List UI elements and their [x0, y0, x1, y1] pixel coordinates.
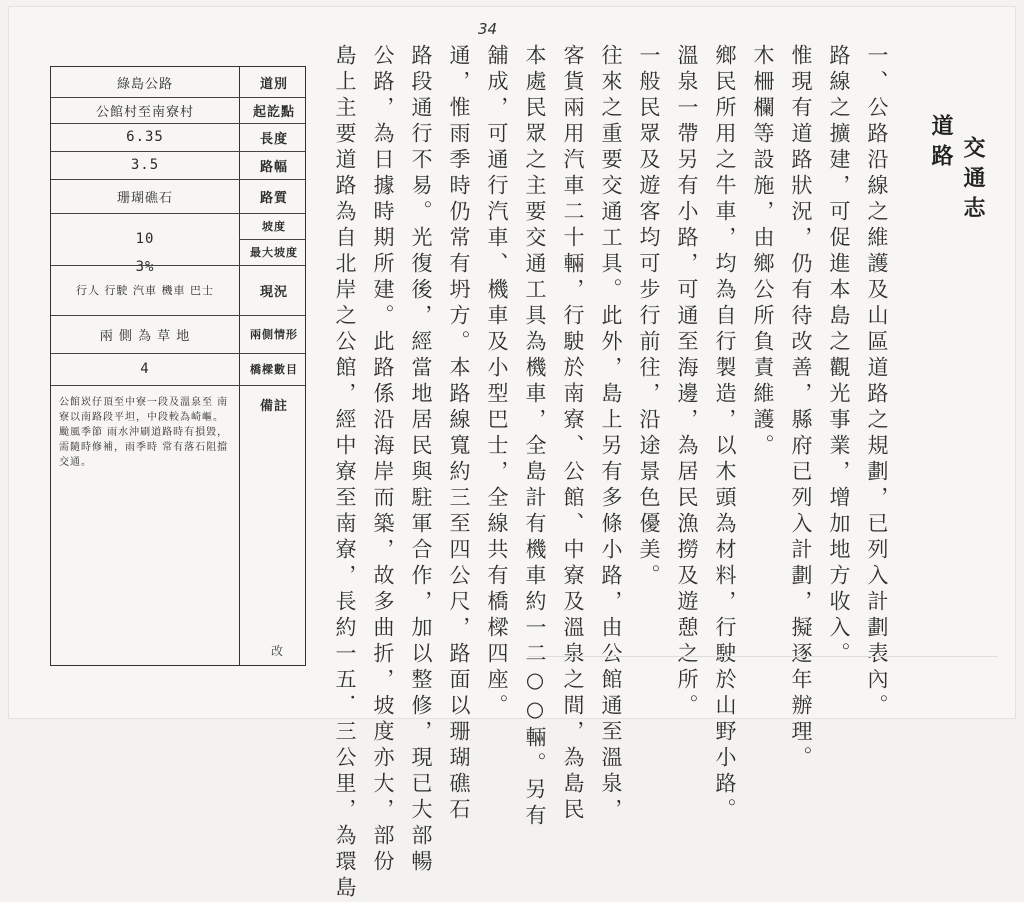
header-road-name: 道別	[259, 76, 288, 92]
correction-mark: 改	[271, 644, 284, 658]
text-column: 一、公路沿線之維護及山區道路之規劃，已列入計劃表內。	[865, 44, 889, 720]
header-length: 長度	[259, 131, 288, 147]
body-text	[326, 44, 896, 902]
section-title: 道路	[928, 114, 954, 174]
header-grade: 坡度	[262, 220, 286, 233]
header-bridges: 橋樑數目	[250, 363, 298, 376]
row-divider	[51, 151, 305, 152]
table-value-column	[51, 67, 239, 665]
text-column: 本處民眾之主要交通工具為機車，全島計有機車約一二○○輛。另有	[523, 44, 547, 830]
header-remarks: 備註	[259, 399, 288, 414]
header-width: 路幅	[259, 159, 288, 175]
header-start-end: 起訖點	[252, 104, 295, 120]
text-column: 木柵欄等設施，由鄉公所負責維護。	[751, 44, 775, 460]
row-divider	[51, 123, 305, 124]
row-divider	[51, 97, 305, 98]
header-surface: 路質	[259, 190, 288, 206]
page-number: 34	[478, 20, 498, 38]
header-condition: 現況	[259, 284, 288, 300]
value-surface: 珊瑚礁石	[116, 190, 173, 206]
row-divider	[51, 213, 305, 214]
row-divider	[51, 315, 305, 316]
header-sides: 兩側情形	[250, 328, 298, 341]
text-column: 島上主要道路為自北岸之公館，經中寮至南寮，長約一五．三公里，為環島	[333, 44, 357, 902]
text-column: 路段通行不易。光復後，經當地居民與駐軍合作，加以整修，現已大部暢	[409, 44, 433, 876]
row-divider	[51, 265, 305, 266]
text-column: 一般民眾及遊客均可步行前往，沿途景色優美。	[637, 44, 661, 590]
page-rule	[528, 656, 998, 657]
value-start-end: 公館村至南寮村	[95, 104, 194, 120]
value-width: 3.5	[130, 157, 160, 173]
text-column: 路線之擴建，可促進本島之觀光事業，增加地方收入。	[827, 44, 851, 668]
value-bridges: 4	[140, 361, 150, 377]
value-road-name: 綠島公路	[116, 76, 173, 92]
text-column: 舖成，可通行汽車、機車及小型巴士，全線共有橋樑四座。	[485, 44, 509, 720]
text-column: 鄉民所用之牛車，均為自行製造，以木頭為材料，行駛於山野小路。	[713, 44, 737, 824]
table-header-column	[239, 67, 308, 665]
row-divider	[51, 385, 305, 386]
header-max-grade: 最大坡度	[250, 246, 298, 259]
chapter-title: 交通志	[960, 136, 986, 226]
text-column: 惟現有道路狀況，仍有待改善，縣府已列入計劃，擬逐年辦理。	[789, 44, 813, 772]
value-grade: 10	[135, 231, 155, 247]
document-page	[8, 6, 1016, 902]
text-column: 往來之重要交通工具。此外，島上另有多條小路，由公館通至溫泉，	[599, 44, 623, 824]
value-sides: 兩 側 為 草 地	[99, 328, 191, 344]
row-divider	[239, 239, 305, 240]
text-column: 通，惟雨季時仍常有坍方。本路線寬約三至四公尺，路面以珊瑚礁石	[447, 44, 471, 824]
text-column: 公路，為日據時期所建。此路係沿海岸而築，故多曲折，坡度亦大，部份	[371, 44, 395, 876]
text-column: 溫泉一帶另有小路，可通至海邊，為居民漁撈及遊憩之所。	[675, 44, 699, 720]
text-column: 客貨兩用汽車二十輛，行駛於南寮、公館、中寮及溫泉之間，為島民	[561, 44, 585, 824]
row-divider	[51, 353, 305, 354]
row-divider	[51, 179, 305, 180]
road-spec-table	[50, 66, 306, 666]
value-condition: 行人 行駛 汽車 機車 巴士	[76, 284, 214, 297]
value-max-grade: 3%	[135, 259, 155, 275]
value-remarks: 公館崁仔頂至中寮一段及溫泉至 南寮以南路段平坦，中段較為崎嶇。颱風季節 雨水沖刷道路時有損毀，需隨時修補，雨季時 常有落石阻擋交通。	[59, 397, 229, 468]
value-length: 6.35	[126, 129, 164, 145]
